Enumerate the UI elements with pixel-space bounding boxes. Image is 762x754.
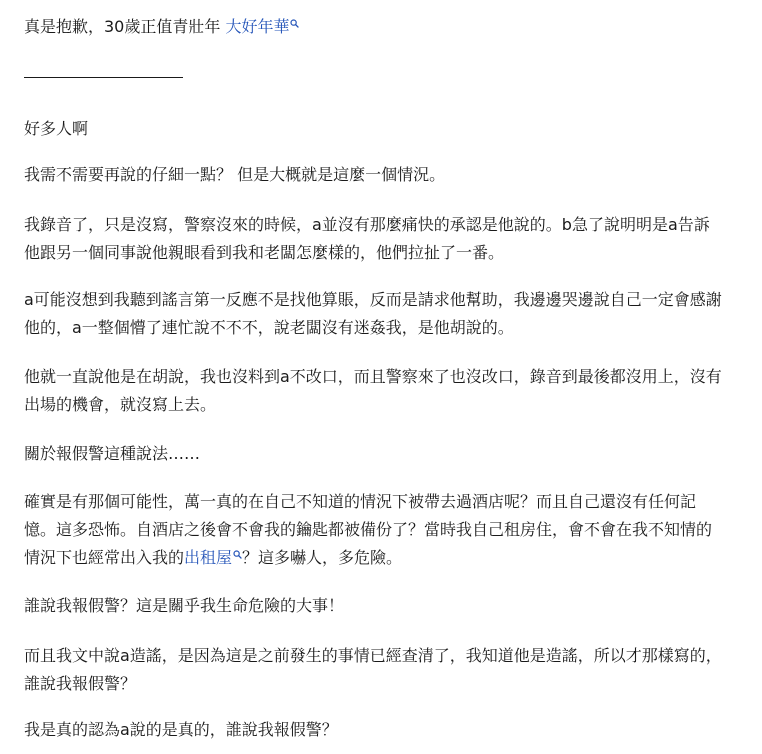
paragraph-6-line-2: 出場的機會，就沒寫上去。 bbox=[24, 395, 217, 414]
paragraph-6 bbox=[24, 363, 754, 419]
paragraph-8-line-1: 確實是有那個可能性，萬一真的在自己不知道的情況下被帶去過酒店呢？而且自己還沒有任何記 bbox=[24, 492, 697, 511]
paragraph-5 bbox=[24, 286, 754, 342]
paragraph-6-line-1: 他就一直說他是在胡說，我也沒料到a不改口，而且警察來了也沒改口，錄音到最後都沒用上，沒有 bbox=[24, 367, 722, 386]
paragraph-5-line-1: a可能沒想到我聽到謠言第一反應不是找他算賬，反而是請求他幫助，我邊邊哭邊說自己一定會感謝 bbox=[24, 290, 722, 309]
divider bbox=[24, 77, 183, 78]
paragraph-8-line-3-end: ？這多嚇人，多危險。 bbox=[242, 548, 403, 567]
paragraph-4 bbox=[24, 211, 754, 267]
search-icon bbox=[290, 19, 299, 28]
link-rental-room-label: 出租屋 bbox=[184, 548, 233, 567]
paragraph-10-line-2: 誰說我報假警？ bbox=[24, 674, 137, 693]
paragraph-4-line-1: 我錄音了，只是沒寫，警察沒來的時候，a並沒有那麼痛快的承認是他說的。b急了說明明是a告訴 bbox=[24, 215, 710, 234]
paragraph-4-line-2: 他跟另一個同事說他親眼看到我和老闆怎麼樣的，他們拉扯了一番。 bbox=[24, 243, 505, 262]
paragraph-8-line-2: 憶。這多恐怖。自酒店之後會不會我的鑰匙都被備份了？當時我自己租房住，會不會在我不知情的 bbox=[24, 520, 713, 539]
paragraph-5-line-2: 他的，a一整個懵了連忙說不不不，說老闆沒有迷姦我，是他胡說的。 bbox=[24, 318, 514, 337]
paragraph-2: 好多人啊 bbox=[24, 119, 89, 138]
paragraph-10 bbox=[24, 642, 754, 698]
link-rental-room[interactable] bbox=[184, 548, 242, 567]
link-prime-years[interactable] bbox=[225, 17, 299, 36]
paragraph-8-line-3 bbox=[24, 544, 754, 572]
paragraph-1-text: 真是抱歉，30歲正值青壯年 bbox=[24, 17, 226, 36]
paragraph-11: 我是真的認為a說的是真的，誰說我報假警？ bbox=[24, 720, 338, 739]
paragraph-8 bbox=[24, 488, 754, 572]
paragraph-10-line-1: 而且我文中說a造謠，是因為這是之前發生的事情已經查清了，我知道他是造謠，所以才那樣寫的， bbox=[24, 646, 722, 665]
paragraph-3: 我需不需要再說的仔細一點？ 但是大概就是這麼一個情況。 bbox=[24, 165, 446, 184]
paragraph-1 bbox=[24, 13, 299, 41]
paragraph-7: 關於報假警這種說法…… bbox=[24, 444, 201, 463]
search-icon bbox=[233, 550, 242, 559]
paragraph-9: 誰說我報假警？這是關乎我生命危險的大事！ bbox=[24, 596, 345, 615]
link-prime-years-label: 大好年華 bbox=[225, 17, 290, 36]
paragraph-8-line-3-start: 情況下也經常出入我的 bbox=[24, 548, 185, 567]
